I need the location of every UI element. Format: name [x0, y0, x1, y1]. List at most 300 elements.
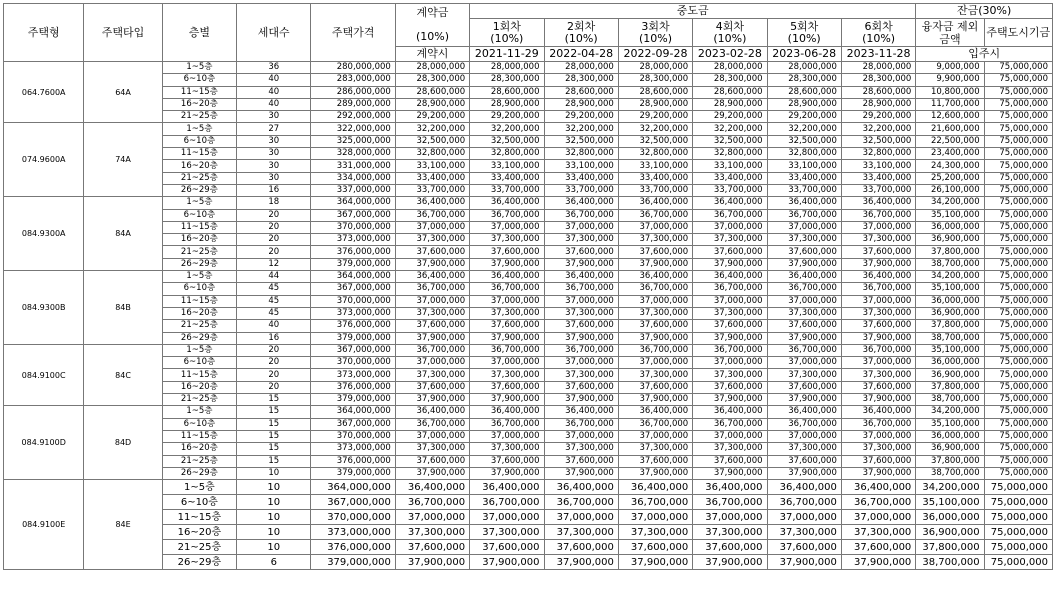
- cell-installment-5: 37,600,000: [767, 381, 841, 393]
- cell-units: 18: [237, 197, 311, 209]
- cell-installment-2: 32,800,000: [544, 148, 618, 160]
- cell-fund: 75,000,000: [984, 443, 1052, 455]
- cell-floor: 16~20층: [162, 307, 236, 319]
- cell-installment-4: 37,600,000: [693, 381, 767, 393]
- cell-deposit: 28,900,000: [395, 98, 469, 110]
- cell-deposit: 37,300,000: [395, 369, 469, 381]
- cell-units: 15: [237, 430, 311, 442]
- cell-installment-1: 32,200,000: [470, 123, 544, 135]
- cell-installment-3: 37,900,000: [618, 258, 692, 270]
- cell-installment-5: 36,700,000: [767, 344, 841, 356]
- installment-pct: (10%): [564, 31, 598, 45]
- header-balance-when: 입주시: [916, 47, 1053, 62]
- cell-floor: 16~20층: [162, 381, 236, 393]
- cell-installment-4: 36,700,000: [693, 418, 767, 430]
- cell-floor: 16~20층: [162, 525, 236, 540]
- cell-balance: 34,200,000: [916, 197, 984, 209]
- cell-installment-6: 37,000,000: [841, 221, 915, 233]
- cell-installment-3: 37,900,000: [618, 332, 692, 344]
- cell-installment-2: 37,600,000: [544, 540, 618, 555]
- cell-installment-2: 37,600,000: [544, 320, 618, 332]
- cell-fund: 75,000,000: [984, 184, 1052, 196]
- cell-installment-4: 32,200,000: [693, 123, 767, 135]
- installment-name: 3회차: [641, 19, 670, 33]
- cell-units: 16: [237, 332, 311, 344]
- cell-installment-6: 37,900,000: [841, 258, 915, 270]
- cell-balance: 22,500,000: [916, 135, 984, 147]
- cell-units: 45: [237, 307, 311, 319]
- cell-floor: 21~25층: [162, 246, 236, 258]
- cell-units: 30: [237, 111, 311, 123]
- cell-balance: 38,700,000: [916, 394, 984, 406]
- cell-installment-2: 37,000,000: [544, 430, 618, 442]
- cell-price: 376,000,000: [311, 246, 395, 258]
- cell-installment-2: 37,900,000: [544, 467, 618, 479]
- cell-deposit: 36,400,000: [395, 480, 469, 495]
- cell-floor: 26~29층: [162, 258, 236, 270]
- cell-deposit: 37,900,000: [395, 555, 469, 570]
- cell-units: 20: [237, 246, 311, 258]
- cell-installment-3: 36,400,000: [618, 480, 692, 495]
- cell-installment-3: 37,000,000: [618, 430, 692, 442]
- cell-installment-5: 36,700,000: [767, 209, 841, 221]
- cell-installment-2: 37,600,000: [544, 246, 618, 258]
- cell-deposit: 36,400,000: [395, 406, 469, 418]
- cell-price: 373,000,000: [311, 234, 395, 246]
- cell-fund: 75,000,000: [984, 74, 1052, 86]
- cell-installment-5: 37,600,000: [767, 455, 841, 467]
- cell-units: 40: [237, 86, 311, 98]
- cell-floor: 16~20층: [162, 234, 236, 246]
- cell-balance: 36,900,000: [916, 307, 984, 319]
- cell-floor: 21~25층: [162, 111, 236, 123]
- cell-installment-5: 36,700,000: [767, 283, 841, 295]
- cell-units: 15: [237, 455, 311, 467]
- cell-installment-6: 29,200,000: [841, 111, 915, 123]
- table-row: [4, 62, 1053, 74]
- cell-installment-2: 37,000,000: [544, 357, 618, 369]
- cell-units: 10: [237, 495, 311, 510]
- cell-installment-1: 36,700,000: [470, 283, 544, 295]
- cell-installment-6: 32,500,000: [841, 135, 915, 147]
- header-installment-5: [767, 19, 841, 47]
- cell-units: 20: [237, 221, 311, 233]
- cell-deposit: 37,600,000: [395, 320, 469, 332]
- cell-type: 84D: [84, 406, 162, 480]
- cell-installment-5: 28,300,000: [767, 74, 841, 86]
- cell-fund: 75,000,000: [984, 540, 1052, 555]
- table-row: [4, 344, 1053, 356]
- cell-floor: 1~5층: [162, 406, 236, 418]
- cell-installment-4: 32,800,000: [693, 148, 767, 160]
- cell-type: 64A: [84, 62, 162, 123]
- cell-balance: 36,900,000: [916, 525, 984, 540]
- cell-price: 373,000,000: [311, 443, 395, 455]
- cell-fund: 75,000,000: [984, 418, 1052, 430]
- cell-installment-6: 33,100,000: [841, 160, 915, 172]
- cell-installment-3: 28,000,000: [618, 62, 692, 74]
- cell-floor: 11~15층: [162, 369, 236, 381]
- cell-units: 15: [237, 394, 311, 406]
- cell-fund: 75,000,000: [984, 369, 1052, 381]
- cell-units: 40: [237, 98, 311, 110]
- cell-deposit: 28,000,000: [395, 62, 469, 74]
- cell-installment-4: 37,300,000: [693, 307, 767, 319]
- cell-type: 74A: [84, 123, 162, 197]
- cell-balance: 35,100,000: [916, 344, 984, 356]
- cell-installment-3: 36,700,000: [618, 418, 692, 430]
- table-row: [4, 480, 1053, 495]
- cell-installment-3: 37,300,000: [618, 525, 692, 540]
- cell-balance: 35,100,000: [916, 495, 984, 510]
- cell-installment-6: 37,600,000: [841, 455, 915, 467]
- cell-installment-6: 28,900,000: [841, 98, 915, 110]
- cell-installment-2: 37,300,000: [544, 307, 618, 319]
- cell-fund: 75,000,000: [984, 172, 1052, 184]
- cell-installment-4: 37,300,000: [693, 525, 767, 540]
- cell-installment-4: 36,400,000: [693, 197, 767, 209]
- installment-pct: (10%): [638, 31, 673, 45]
- cell-balance: 37,800,000: [916, 540, 984, 555]
- cell-installment-3: 33,100,000: [618, 160, 692, 172]
- cell-installment-5: 37,300,000: [767, 307, 841, 319]
- cell-installment-5: 37,900,000: [767, 555, 841, 570]
- cell-floor: 21~25층: [162, 172, 236, 184]
- cell-installment-6: 36,700,000: [841, 209, 915, 221]
- table-row: [4, 406, 1053, 418]
- cell-fund: 75,000,000: [984, 295, 1052, 307]
- cell-installment-3: 32,800,000: [618, 148, 692, 160]
- cell-installment-5: 37,000,000: [767, 510, 841, 525]
- cell-installment-5: 37,300,000: [767, 525, 841, 540]
- cell-installment-1: 37,900,000: [470, 258, 544, 270]
- cell-balance: 38,700,000: [916, 467, 984, 479]
- header-units: 세대수: [237, 4, 311, 62]
- cell-fund: 75,000,000: [984, 98, 1052, 110]
- cell-balance: 36,900,000: [916, 369, 984, 381]
- cell-installment-2: 37,600,000: [544, 455, 618, 467]
- cell-balance: 37,800,000: [916, 320, 984, 332]
- cell-installment-3: 33,400,000: [618, 172, 692, 184]
- cell-installment-3: 36,400,000: [618, 197, 692, 209]
- cell-installment-2: 36,400,000: [544, 480, 618, 495]
- cell-deposit: 36,400,000: [395, 271, 469, 283]
- cell-price: 292,000,000: [311, 111, 395, 123]
- cell-price: 283,000,000: [311, 74, 395, 86]
- cell-installment-1: 37,600,000: [470, 540, 544, 555]
- cell-price: 370,000,000: [311, 357, 395, 369]
- cell-floor: 1~5층: [162, 271, 236, 283]
- cell-installment-4: 37,900,000: [693, 258, 767, 270]
- cell-price: 379,000,000: [311, 332, 395, 344]
- cell-installment-6: 36,400,000: [841, 406, 915, 418]
- cell-balance: 35,100,000: [916, 418, 984, 430]
- cell-installment-3: 37,600,000: [618, 540, 692, 555]
- cell-installment-1: 32,800,000: [470, 148, 544, 160]
- cell-fund: 75,000,000: [984, 332, 1052, 344]
- cell-installment-3: 37,600,000: [618, 381, 692, 393]
- cell-installment-5: 37,300,000: [767, 443, 841, 455]
- cell-installment-6: 28,000,000: [841, 62, 915, 74]
- cell-installment-2: 28,300,000: [544, 74, 618, 86]
- installment-pct: (10%): [490, 31, 524, 45]
- cell-units: 44: [237, 271, 311, 283]
- cell-installment-2: 37,000,000: [544, 295, 618, 307]
- cell-installment-2: 37,300,000: [544, 525, 618, 540]
- cell-installment-1: 37,900,000: [470, 555, 544, 570]
- cell-balance: 10,800,000: [916, 86, 984, 98]
- cell-price: 376,000,000: [311, 381, 395, 393]
- cell-price: 370,000,000: [311, 221, 395, 233]
- cell-floor: 16~20층: [162, 160, 236, 172]
- header-installment-date-4: 2023-02-28: [693, 47, 767, 62]
- cell-installment-6: 37,300,000: [841, 443, 915, 455]
- cell-deposit: 33,400,000: [395, 172, 469, 184]
- cell-deposit: 37,600,000: [395, 540, 469, 555]
- cell-installment-6: 37,300,000: [841, 369, 915, 381]
- cell-installment-3: 37,300,000: [618, 443, 692, 455]
- cell-installment-6: 33,400,000: [841, 172, 915, 184]
- cell-installment-5: 36,400,000: [767, 480, 841, 495]
- cell-model: 084.9100C: [4, 344, 84, 405]
- cell-installment-2: 37,300,000: [544, 369, 618, 381]
- cell-balance: 26,100,000: [916, 184, 984, 196]
- cell-installment-4: 36,700,000: [693, 344, 767, 356]
- cell-floor: 16~20층: [162, 98, 236, 110]
- cell-fund: 75,000,000: [984, 135, 1052, 147]
- cell-floor: 11~15층: [162, 430, 236, 442]
- cell-deposit: 37,300,000: [395, 307, 469, 319]
- cell-price: 379,000,000: [311, 467, 395, 479]
- cell-installment-3: 37,000,000: [618, 357, 692, 369]
- cell-installment-5: 37,000,000: [767, 430, 841, 442]
- cell-price: 367,000,000: [311, 283, 395, 295]
- cell-installment-5: 32,800,000: [767, 148, 841, 160]
- cell-balance: 24,300,000: [916, 160, 984, 172]
- cell-installment-2: 37,300,000: [544, 443, 618, 455]
- cell-fund: 75,000,000: [984, 246, 1052, 258]
- cell-installment-1: 37,900,000: [470, 467, 544, 479]
- cell-installment-4: 37,300,000: [693, 443, 767, 455]
- cell-balance: 38,700,000: [916, 258, 984, 270]
- cell-installment-1: 37,600,000: [470, 320, 544, 332]
- cell-installment-5: 29,200,000: [767, 111, 841, 123]
- cell-installment-2: 36,700,000: [544, 209, 618, 221]
- cell-price: 379,000,000: [311, 394, 395, 406]
- cell-deposit: 36,700,000: [395, 344, 469, 356]
- cell-price: 373,000,000: [311, 307, 395, 319]
- cell-model: 084.9300B: [4, 271, 84, 345]
- cell-installment-5: 37,000,000: [767, 295, 841, 307]
- cell-balance: 34,200,000: [916, 480, 984, 495]
- cell-installment-2: 37,900,000: [544, 394, 618, 406]
- cell-balance: 36,900,000: [916, 234, 984, 246]
- cell-fund: 75,000,000: [984, 320, 1052, 332]
- cell-installment-2: 36,700,000: [544, 344, 618, 356]
- cell-installment-3: 36,400,000: [618, 271, 692, 283]
- cell-installment-6: 32,200,000: [841, 123, 915, 135]
- header-model: 주택형: [4, 4, 84, 62]
- cell-fund: 75,000,000: [984, 525, 1052, 540]
- installment-pct: (10%): [787, 31, 821, 45]
- cell-balance: 34,200,000: [916, 271, 984, 283]
- cell-deposit: 28,300,000: [395, 74, 469, 86]
- cell-model: 084.9300A: [4, 197, 84, 271]
- cell-installment-6: 28,600,000: [841, 86, 915, 98]
- cell-fund: 75,000,000: [984, 344, 1052, 356]
- cell-deposit: 37,000,000: [395, 221, 469, 233]
- cell-fund: 75,000,000: [984, 123, 1052, 135]
- cell-installment-1: 36,700,000: [470, 418, 544, 430]
- cell-balance: 36,000,000: [916, 430, 984, 442]
- cell-installment-1: 36,700,000: [470, 495, 544, 510]
- cell-installment-1: 28,000,000: [470, 62, 544, 74]
- cell-installment-6: 36,700,000: [841, 344, 915, 356]
- cell-installment-6: 36,700,000: [841, 418, 915, 430]
- cell-model: 074.9600A: [4, 123, 84, 197]
- cell-units: 45: [237, 283, 311, 295]
- cell-balance: 36,900,000: [916, 443, 984, 455]
- cell-floor: 1~5층: [162, 197, 236, 209]
- header-installment-4: [693, 19, 767, 47]
- cell-installment-4: 37,300,000: [693, 234, 767, 246]
- cell-price: 286,000,000: [311, 86, 395, 98]
- cell-deposit: 32,200,000: [395, 123, 469, 135]
- cell-deposit: 29,200,000: [395, 111, 469, 123]
- cell-installment-6: 37,000,000: [841, 295, 915, 307]
- cell-floor: 26~29층: [162, 555, 236, 570]
- cell-installment-1: 29,200,000: [470, 111, 544, 123]
- cell-installment-1: 37,900,000: [470, 332, 544, 344]
- cell-installment-3: 28,300,000: [618, 74, 692, 86]
- cell-price: 322,000,000: [311, 123, 395, 135]
- cell-fund: 75,000,000: [984, 307, 1052, 319]
- cell-installment-1: 37,300,000: [470, 307, 544, 319]
- cell-fund: 75,000,000: [984, 467, 1052, 479]
- cell-installment-1: 36,700,000: [470, 344, 544, 356]
- cell-floor: 11~15층: [162, 221, 236, 233]
- cell-floor: 1~5층: [162, 62, 236, 74]
- cell-installment-1: 37,300,000: [470, 525, 544, 540]
- cell-price: 337,000,000: [311, 184, 395, 196]
- cell-installment-4: 36,700,000: [693, 209, 767, 221]
- cell-type: 84C: [84, 344, 162, 405]
- cell-balance: 23,400,000: [916, 148, 984, 160]
- cell-installment-1: 37,000,000: [470, 357, 544, 369]
- cell-price: 370,000,000: [311, 510, 395, 525]
- cell-price: 370,000,000: [311, 295, 395, 307]
- cell-installment-1: 36,400,000: [470, 271, 544, 283]
- header-deposit-label: 계약금: [416, 6, 449, 19]
- cell-deposit: 28,600,000: [395, 86, 469, 98]
- cell-installment-5: 37,600,000: [767, 246, 841, 258]
- cell-balance: 36,000,000: [916, 221, 984, 233]
- cell-installment-4: 28,900,000: [693, 98, 767, 110]
- cell-installment-3: 29,200,000: [618, 111, 692, 123]
- cell-floor: 16~20층: [162, 443, 236, 455]
- cell-installment-3: 37,900,000: [618, 394, 692, 406]
- table-row: [4, 197, 1053, 209]
- cell-fund: 75,000,000: [984, 495, 1052, 510]
- cell-installment-1: 37,600,000: [470, 246, 544, 258]
- cell-floor: 6~10층: [162, 135, 236, 147]
- cell-installment-4: 36,400,000: [693, 271, 767, 283]
- cell-price: 280,000,000: [311, 62, 395, 74]
- cell-installment-5: 32,500,000: [767, 135, 841, 147]
- cell-balance: 35,100,000: [916, 283, 984, 295]
- cell-deposit: 37,600,000: [395, 455, 469, 467]
- cell-deposit: 37,000,000: [395, 510, 469, 525]
- cell-deposit: 37,000,000: [395, 357, 469, 369]
- cell-units: 20: [237, 234, 311, 246]
- cell-installment-4: 37,900,000: [693, 555, 767, 570]
- cell-deposit: 37,900,000: [395, 332, 469, 344]
- header-type: 주택타입: [84, 4, 162, 62]
- cell-installment-6: 37,900,000: [841, 394, 915, 406]
- cell-floor: 11~15층: [162, 86, 236, 98]
- cell-floor: 6~10층: [162, 357, 236, 369]
- cell-fund: 75,000,000: [984, 234, 1052, 246]
- cell-installment-6: 37,000,000: [841, 357, 915, 369]
- cell-units: 40: [237, 320, 311, 332]
- cell-installment-6: 36,400,000: [841, 480, 915, 495]
- header-installment-date-3: 2022-09-28: [618, 47, 692, 62]
- cell-price: 376,000,000: [311, 320, 395, 332]
- cell-floor: 6~10층: [162, 209, 236, 221]
- cell-installment-5: 36,400,000: [767, 406, 841, 418]
- cell-installment-4: 37,000,000: [693, 510, 767, 525]
- cell-installment-6: 37,600,000: [841, 381, 915, 393]
- cell-installment-6: 37,600,000: [841, 246, 915, 258]
- cell-installment-1: 28,300,000: [470, 74, 544, 86]
- cell-fund: 75,000,000: [984, 209, 1052, 221]
- cell-model: 064.7600A: [4, 62, 84, 123]
- cell-type: 84B: [84, 271, 162, 345]
- cell-fund: 75,000,000: [984, 148, 1052, 160]
- cell-balance: 36,000,000: [916, 295, 984, 307]
- header-installment-date-1: 2021-11-29: [470, 47, 544, 62]
- cell-installment-5: 37,300,000: [767, 234, 841, 246]
- cell-installment-5: 36,400,000: [767, 197, 841, 209]
- header-price: 주택가격: [311, 4, 395, 62]
- cell-units: 20: [237, 209, 311, 221]
- cell-installment-1: 37,300,000: [470, 234, 544, 246]
- cell-deposit: 37,300,000: [395, 443, 469, 455]
- cell-installment-3: 32,200,000: [618, 123, 692, 135]
- cell-price: 364,000,000: [311, 271, 395, 283]
- header-balance-excl-loan: 융자금 제외 금액: [916, 19, 984, 47]
- cell-units: 15: [237, 443, 311, 455]
- cell-installment-3: 33,700,000: [618, 184, 692, 196]
- cell-balance: 38,700,000: [916, 332, 984, 344]
- cell-deposit: 36,700,000: [395, 418, 469, 430]
- cell-installment-6: 37,300,000: [841, 234, 915, 246]
- cell-installment-2: 32,200,000: [544, 123, 618, 135]
- cell-installment-1: 36,700,000: [470, 209, 544, 221]
- cell-floor: 21~25층: [162, 320, 236, 332]
- cell-installment-2: 37,600,000: [544, 381, 618, 393]
- header-deposit-pct: (10%): [415, 30, 449, 43]
- cell-installment-6: 37,600,000: [841, 320, 915, 332]
- payment-schedule-table-wrapper: [3, 3, 1053, 570]
- cell-installment-2: 36,400,000: [544, 197, 618, 209]
- cell-floor: 21~25층: [162, 394, 236, 406]
- cell-installment-6: 33,700,000: [841, 184, 915, 196]
- cell-balance: 11,700,000: [916, 98, 984, 110]
- header-deposit: [395, 4, 469, 47]
- header-installment-3: [618, 19, 692, 47]
- cell-installment-4: 37,600,000: [693, 246, 767, 258]
